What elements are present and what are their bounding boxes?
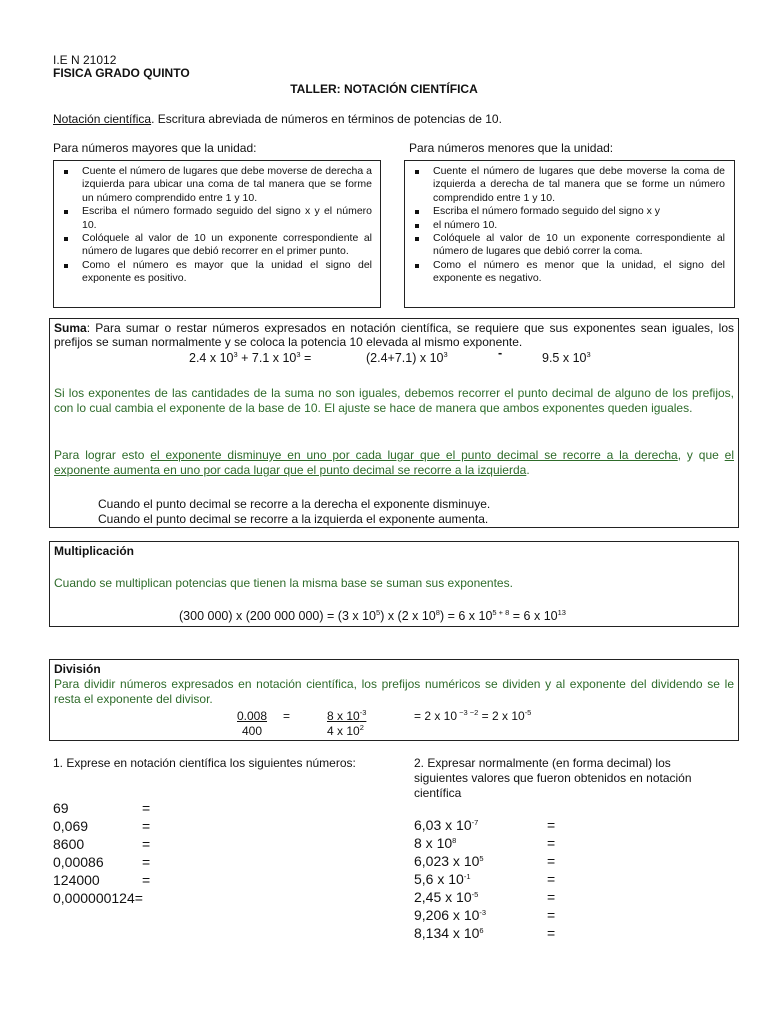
suma-eq-term-b: + 7.1 x 10 — [237, 351, 297, 365]
mult-eq-a: (300 000) x (200 000 000) = (3 x 10 — [179, 609, 377, 623]
suma-eq-exp-a: 3 — [233, 350, 238, 359]
exercise-1-equals: = — [142, 836, 151, 852]
multiplicacion-box — [49, 541, 739, 627]
suma-equation — [189, 351, 311, 366]
exercise-2-equals: = — [547, 853, 556, 869]
right-column-heading: Para números menores que la unidad: — [409, 141, 614, 155]
division-den2-base: 4 x 10 — [327, 724, 360, 738]
division-text: Para dividir números expresados en notación científica, los prefijos numéricos se dividen y al exponente del dividendo se le resta el exponente del divisor. — [54, 677, 734, 706]
suma-para2-underline-2: el exponente aumenta en uno por cada lugar que el punto decimal se recorre a la izquierda — [54, 448, 735, 477]
list-item — [414, 907, 486, 924]
suma-heading: Suma — [54, 321, 87, 335]
list-item — [414, 889, 478, 906]
suma-eq-result-exp: 3 — [586, 350, 591, 359]
exercise-1-equals: = — [134, 890, 143, 906]
suma-paragraph-1: Si los exponentes de las cantidades de la suma no son iguales, debemos recorrer el punto decimal de alguno de los prefijos, con lo cual cambia el exponente de la base de 10. El ajuste se hace de manera que ambos exponentes queden iguales. — [54, 386, 734, 415]
division-denominator-1: 400 — [242, 724, 263, 738]
exercise-1-value: 124000 — [53, 872, 100, 888]
division-num2-exp: -3 — [359, 708, 367, 717]
exercise-2-exp: -7 — [471, 818, 479, 827]
list-item — [414, 925, 484, 942]
mult-eq-exp-4: 13 — [557, 608, 566, 617]
suma-eq-mid: (2.4+7.1) x 10 — [366, 351, 444, 365]
course-name: FISICA GRADO QUINTO — [53, 66, 190, 80]
exercise-2-base: 5,6 x 10 — [414, 871, 464, 887]
exercise-2-base: 8 x 10 — [414, 835, 453, 851]
exercise-2-exp: 8 — [452, 836, 457, 845]
mult-eq-exp-3: 5 + 8 — [492, 608, 510, 617]
exercise-1-equals: = — [142, 818, 151, 834]
exercise-1-value: 0,069 — [53, 818, 89, 834]
definition-text: . Escritura abreviada de números en términos de potencias de 10. — [151, 112, 502, 126]
suma-note-1: Cuando el punto decimal se recorre a la derecha el exponente disminuye. — [98, 497, 491, 511]
exercise-1-equals: = — [142, 854, 151, 870]
exercise-2-exp: 5 — [479, 854, 484, 863]
suma-para2-underline-1: el exponente disminuye en uno por cada lugar que el punto decimal se recorre a la derecha — [150, 448, 678, 462]
list-item — [414, 871, 471, 888]
exercise-2-equals: = — [547, 925, 556, 941]
list-item — [53, 854, 104, 871]
list-item — [53, 836, 84, 853]
suma-intro — [54, 321, 734, 349]
suma-box — [49, 318, 739, 528]
multiplicacion-text: Cuando se multiplican potencias que tienen la misma base se suman sus exponentes. — [54, 576, 513, 590]
mult-eq-d: = 6 x 10 — [509, 609, 558, 623]
suma-note-2: Cuando el punto decimal se recorre a la izquierda el exponente aumenta. — [98, 512, 489, 526]
exercise-2-base: 2,45 x 10 — [414, 889, 472, 905]
mult-eq-exp-1: 5 — [376, 608, 381, 617]
division-equals: = — [283, 709, 291, 723]
list-item — [53, 890, 143, 907]
exercise-1-equals: = — [142, 800, 151, 816]
multiplicacion-heading: Multiplicación — [54, 544, 135, 558]
right-rules-list — [407, 165, 725, 286]
division-den2-exp: 2 — [359, 723, 364, 732]
definition — [53, 112, 733, 126]
right-rules-box — [404, 160, 735, 308]
list-item — [414, 817, 478, 834]
division-numerator-2 — [327, 709, 366, 723]
division-heading: División — [54, 662, 101, 676]
list-item: el número 10. — [407, 219, 725, 232]
list-item — [414, 853, 484, 870]
exercise-1-value: 0,000000124 — [53, 890, 135, 906]
division-result-b: = 2 x 10 — [478, 709, 525, 723]
mult-eq-exp-2: 8 — [435, 608, 440, 617]
division-num2-base: 8 x 10 — [327, 709, 360, 723]
exercise-2-equals: = — [547, 871, 556, 887]
exercise-2-base: 6,03 x 10 — [414, 817, 472, 833]
exercise-2-exp: -3 — [479, 908, 487, 917]
suma-eq-equals: = — [300, 351, 312, 365]
exercise-2-title: 2. Expresar normalmente (en forma decimal) los siguientes valores que fueron obtenidos en notación científica — [414, 756, 692, 800]
suma-eq-mid-exp: 3 — [443, 350, 448, 359]
division-result-a: = 2 x 10 — [414, 709, 458, 723]
page-title: TALLER: NOTACIÓN CIENTÍFICA — [290, 82, 478, 96]
exercise-1-value: 0,00086 — [53, 854, 104, 870]
list-item: Escriba el número formado seguido del signo x y — [407, 205, 725, 218]
exercise-1-value: 69 — [53, 800, 69, 816]
list-item — [53, 872, 100, 889]
exercise-2-base: 8,134 x 10 — [414, 925, 480, 941]
division-numerator-1: 0.008 — [237, 709, 268, 723]
left-rules-list — [56, 165, 372, 286]
exercise-2-equals: = — [547, 835, 556, 851]
exercise-1-equals: = — [142, 872, 151, 888]
definition-term: Notación científica — [53, 112, 152, 126]
left-column-heading: Para números mayores que la unidad: — [53, 141, 257, 155]
division-denominator-2 — [327, 724, 364, 738]
list-item: Cuente el número de lugares que debe moverse de derecha a izquierda para ubicar una coma de tal manera que se forme un número comprendido entre 1 y 10. — [56, 165, 372, 205]
list-item: Colóquele al valor de 10 un exponente correspondiente al número de lugares que debió correr la coma. — [407, 232, 725, 259]
suma-intro-text: : Para sumar o restar números expresados en notación científica, se requiere que sus exponentes sean iguales, los prefijos se suman normalmente y se coloca la potencia 10 elevada al mismo exponente. — [54, 321, 734, 349]
suma-eq-exp-b: 3 — [296, 350, 301, 359]
suma-para2-b: , y que — [677, 448, 725, 462]
division-result-exp-1: −3 −2 — [457, 708, 479, 717]
suma-equation-result — [542, 351, 591, 366]
exercise-2-equals: = — [547, 907, 556, 923]
exercise-2-exp: -5 — [471, 890, 479, 899]
list-item: Colóquele al valor de 10 un exponente correspondiente al número de lugares que debió recorrer en el primer punto. — [56, 232, 372, 259]
list-item — [53, 800, 69, 817]
exercise-2-base: 6,023 x 10 — [414, 853, 480, 869]
suma-equation-mid — [366, 351, 448, 366]
exercise-2-base: 9,206 x 10 — [414, 907, 480, 923]
suma-eq-dash: - — [498, 346, 503, 360]
exercise-1-title: 1. Exprese en notación científica los siguientes números: — [53, 756, 356, 770]
suma-eq-result: 9.5 x 10 — [542, 351, 587, 365]
division-box — [49, 659, 739, 741]
exercise-2-exp: -1 — [463, 872, 471, 881]
suma-para2-a: Para lograr esto — [54, 448, 151, 462]
list-item: Cuente el número de lugares que debe moverse la coma de izquierda a derecha de tal manera que se forme un número comprendido entre 1 y 10. — [407, 165, 725, 205]
division-result-exp-2: -5 — [524, 708, 532, 717]
exercise-2-equals: = — [547, 889, 556, 905]
division-result — [414, 709, 531, 723]
exercise-2-exp: 6 — [479, 926, 484, 935]
mult-eq-c: ) = 6 x 10 — [439, 609, 493, 623]
list-item — [414, 835, 456, 852]
list-item — [53, 818, 88, 835]
left-rules-box — [53, 160, 381, 308]
suma-paragraph-2 — [54, 448, 734, 478]
exercise-1-value: 8600 — [53, 836, 85, 852]
list-item: Escriba el número formado seguido del signo x y el número 10. — [56, 205, 372, 232]
school-name: I.E N 21012 — [53, 53, 117, 67]
list-item: Como el número es mayor que la unidad el signo del exponente es positivo. — [56, 259, 372, 286]
list-item: Como el número es menor que la unidad, el signo del exponente es negativo. — [407, 259, 725, 286]
exercise-2-equals: = — [547, 817, 556, 833]
mult-eq-b: ) x (2 x 10 — [380, 609, 436, 623]
suma-para2-c: . — [526, 463, 530, 477]
multiplicacion-equation — [179, 609, 566, 624]
suma-eq-term-a: 2.4 x 10 — [189, 351, 234, 365]
